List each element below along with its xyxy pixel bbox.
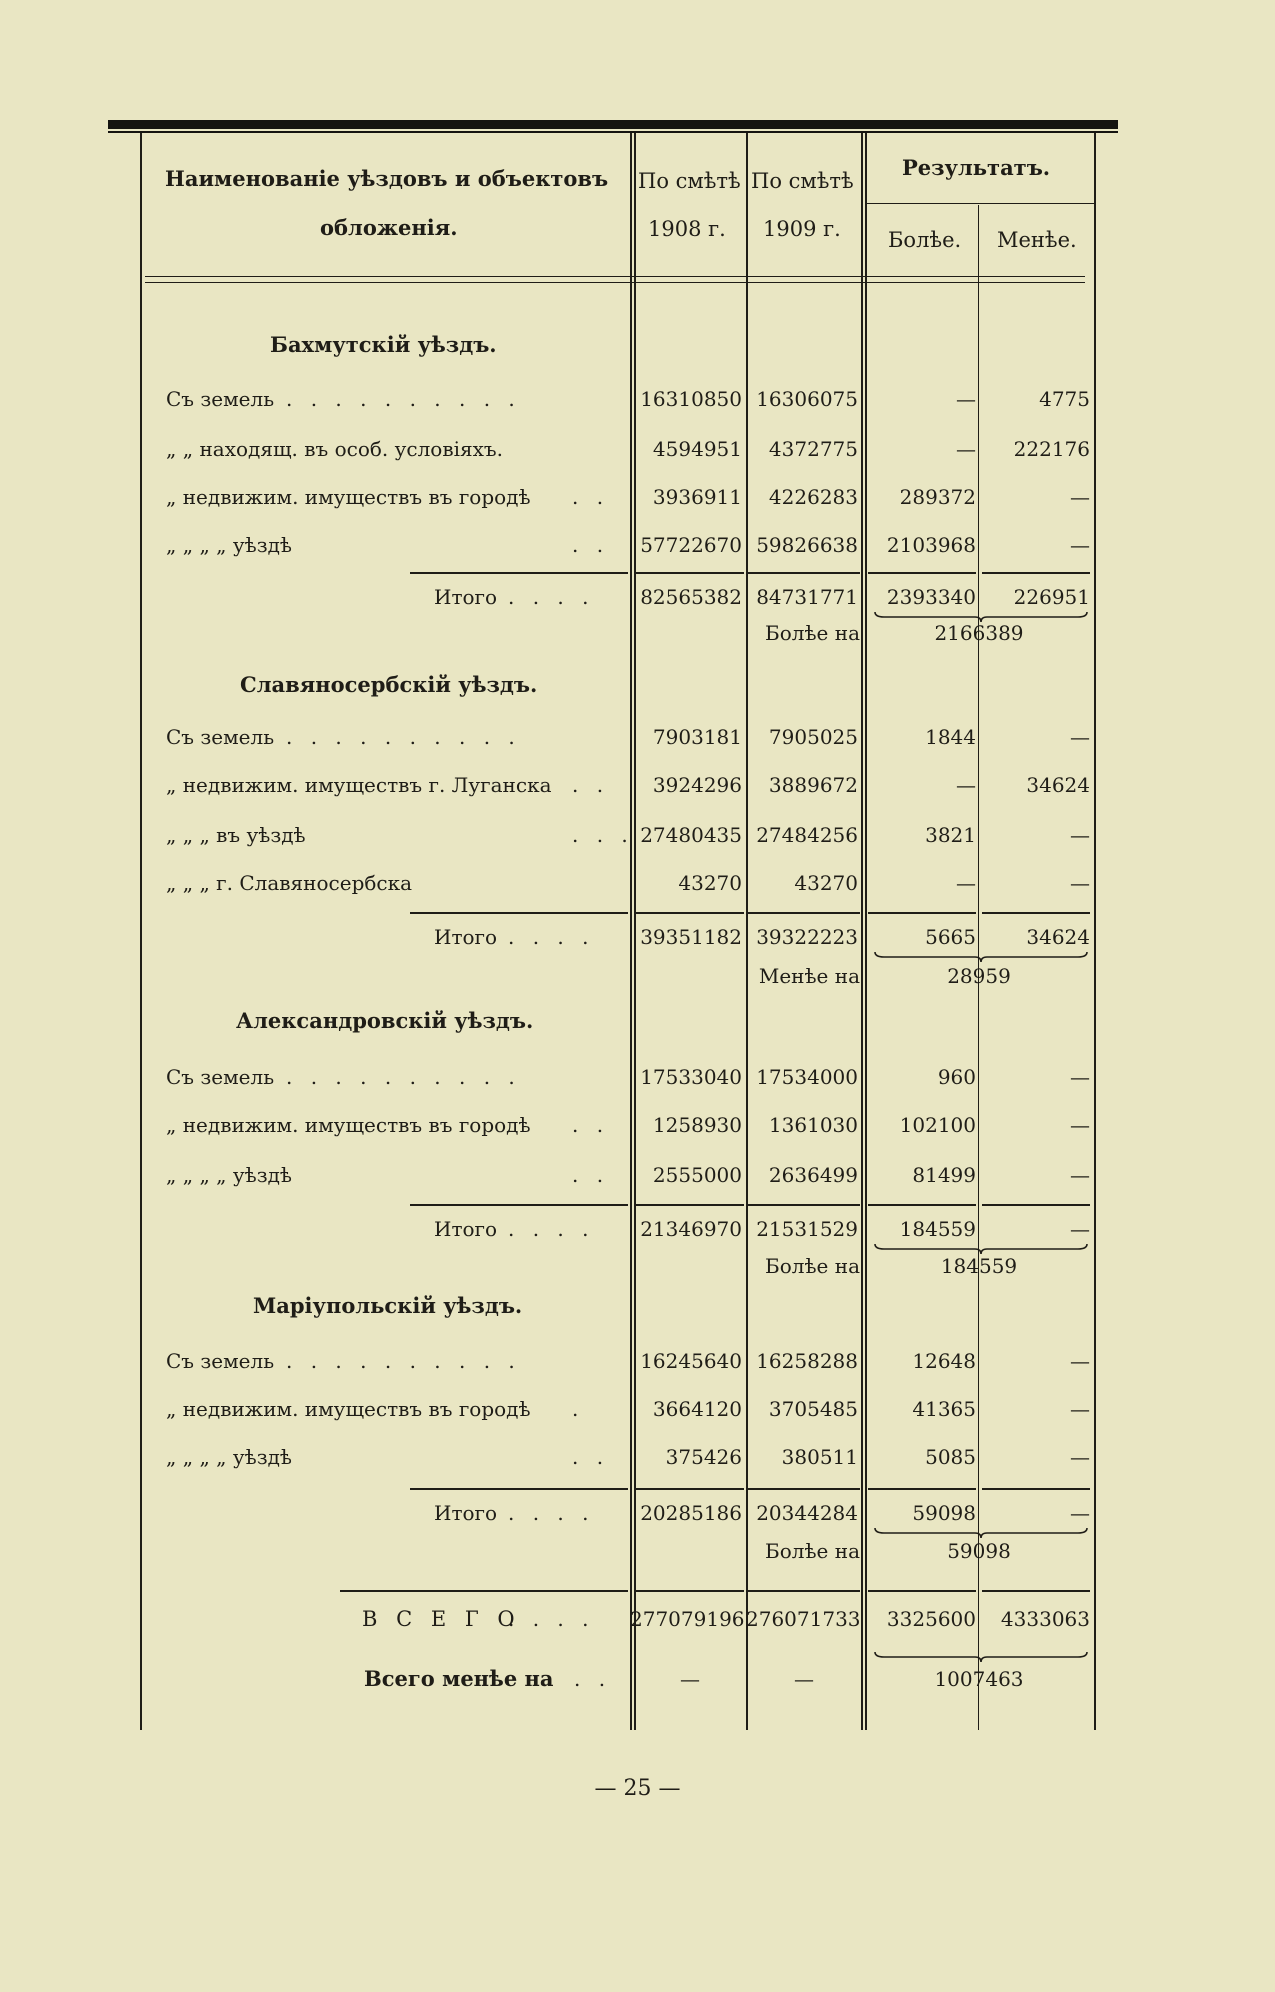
result-brace bbox=[874, 951, 1088, 963]
total-rule-1909 bbox=[748, 912, 860, 914]
grand-rule-more bbox=[868, 1590, 976, 1592]
row-dots: . . bbox=[572, 485, 610, 509]
value-1908: 3936911 bbox=[652, 485, 742, 509]
grand-rule-name bbox=[340, 1590, 628, 1592]
total-rule-1909 bbox=[748, 1204, 860, 1206]
difference-label: Менѣе на bbox=[758, 964, 860, 988]
row-dots: . . bbox=[572, 1163, 610, 1187]
header-less: Менѣе. bbox=[997, 228, 1077, 252]
total-rule-less bbox=[982, 572, 1090, 574]
grand-total-more: 3325600 bbox=[886, 1607, 976, 1631]
total-rule-more bbox=[868, 572, 976, 574]
grand-diff-dots: . . bbox=[574, 1667, 612, 1691]
difference-label: Болѣе на bbox=[765, 621, 860, 645]
value-less: — bbox=[1070, 871, 1090, 895]
row-label: Съ земель bbox=[166, 1349, 275, 1373]
grand-diff-value: 1007463 bbox=[934, 1667, 1024, 1691]
total-1908: 39351182 bbox=[640, 925, 742, 949]
total-more: 184559 bbox=[899, 1217, 976, 1241]
grand-rule-1908 bbox=[636, 1590, 744, 1592]
value-1908: 17533040 bbox=[640, 1065, 742, 1089]
value-1909: 16306075 bbox=[756, 387, 858, 411]
total-rule-less bbox=[982, 1204, 1090, 1206]
row-label: Съ земель bbox=[166, 1065, 275, 1089]
difference-label: Болѣе на bbox=[765, 1539, 860, 1563]
value-more: 102100 bbox=[899, 1113, 976, 1137]
value-more: — bbox=[956, 871, 976, 895]
header-1909-line2: 1909 г. bbox=[763, 217, 841, 241]
value-1908: 7903181 bbox=[652, 725, 742, 749]
total-more: 5665 bbox=[925, 925, 976, 949]
value-less: — bbox=[1070, 1445, 1090, 1469]
top-rule-thin bbox=[108, 131, 1118, 133]
total-1909: 21531529 bbox=[756, 1217, 858, 1241]
grand-diff-label: Всего менѣе на bbox=[364, 1666, 554, 1691]
total-rule-less bbox=[982, 912, 1090, 914]
value-more: — bbox=[956, 387, 976, 411]
value-more: 2103968 bbox=[886, 533, 976, 557]
value-1909: 16258288 bbox=[756, 1349, 858, 1373]
total-1909: 39322223 bbox=[756, 925, 858, 949]
total-rule-more bbox=[868, 1488, 976, 1490]
value-1908: 2555000 bbox=[652, 1163, 742, 1187]
header-result: Результатъ. bbox=[902, 155, 1051, 180]
section-title: Александровскій уѣздъ. bbox=[236, 1008, 534, 1033]
row-label: „ недвижим. имуществъ въ городѣ bbox=[166, 1397, 531, 1421]
row-label: „ недвижим. имуществъ въ городѣ bbox=[166, 485, 531, 509]
value-more: 289372 bbox=[899, 485, 976, 509]
value-1908: 375426 bbox=[665, 1445, 742, 1469]
value-less: — bbox=[1070, 1163, 1090, 1187]
value-more: — bbox=[956, 437, 976, 461]
value-1908: 16310850 bbox=[640, 387, 742, 411]
row-label: „ „ „ „ уѣздѣ bbox=[166, 1445, 292, 1469]
row-dots: . bbox=[572, 1397, 585, 1421]
row-label: „ „ „ „ уѣздѣ bbox=[166, 533, 292, 557]
value-1909: 3889672 bbox=[768, 773, 858, 797]
row-dots: . . . . . . . . . . bbox=[286, 387, 521, 411]
value-1909: 43270 bbox=[794, 871, 858, 895]
grand-diff-1908: — bbox=[680, 1667, 700, 1691]
value-1909: 7905025 bbox=[768, 725, 858, 749]
section-title: Славяносербскій уѣздъ. bbox=[240, 672, 538, 697]
row-dots: . . . . . . . . . . bbox=[286, 1349, 521, 1373]
value-more: 960 bbox=[937, 1065, 976, 1089]
header-rule-1 bbox=[145, 276, 1085, 277]
difference-value: 184559 bbox=[940, 1254, 1018, 1278]
total-more: 2393340 bbox=[886, 585, 976, 609]
header-1908-line1: По смѣтѣ bbox=[638, 169, 741, 193]
row-dots: . . bbox=[572, 1113, 610, 1137]
total-1908: 20285186 bbox=[640, 1501, 742, 1525]
row-label: „ „ „ „ уѣздѣ bbox=[166, 1163, 292, 1187]
row-label: Съ земель bbox=[166, 387, 275, 411]
rule-right bbox=[1094, 133, 1096, 1730]
rule-after-1909 bbox=[861, 133, 863, 1730]
row-dots: . . bbox=[572, 773, 610, 797]
value-more: 41365 bbox=[912, 1397, 976, 1421]
total-rule-more bbox=[868, 1204, 976, 1206]
row-dots: . . . . . . . . . . bbox=[286, 1065, 521, 1089]
total-dots: . . . . bbox=[508, 1501, 595, 1525]
total-1908: 21346970 bbox=[640, 1217, 742, 1241]
row-label: „ недвижим. имуществъ г. Луганска bbox=[166, 773, 552, 797]
value-less: — bbox=[1070, 1349, 1090, 1373]
total-rule-1908 bbox=[636, 912, 744, 914]
total-rule-1909 bbox=[748, 1488, 860, 1490]
value-more: 1844 bbox=[925, 725, 976, 749]
difference-value: 2166389 bbox=[934, 621, 1024, 645]
value-less: 34624 bbox=[1026, 773, 1090, 797]
row-label: „ недвижим. имуществъ въ городѣ bbox=[166, 1113, 531, 1137]
value-1908: 43270 bbox=[678, 871, 742, 895]
header-name-line2: обложенія. bbox=[320, 215, 458, 240]
value-1909: 1361030 bbox=[768, 1113, 858, 1137]
value-1908: 1258930 bbox=[652, 1113, 742, 1137]
rule-left bbox=[140, 133, 142, 1730]
total-rule-more bbox=[868, 912, 976, 914]
value-less: — bbox=[1070, 533, 1090, 557]
total-rule-1909 bbox=[748, 572, 860, 574]
total-rule-1908 bbox=[636, 572, 744, 574]
value-less: — bbox=[1070, 1397, 1090, 1421]
grand-total-less: 4333063 bbox=[1000, 1607, 1090, 1631]
value-1909: 380511 bbox=[781, 1445, 858, 1469]
value-1909: 4372775 bbox=[768, 437, 858, 461]
total-1909: 84731771 bbox=[756, 585, 858, 609]
value-more: 3821 bbox=[925, 823, 976, 847]
value-1909: 27484256 bbox=[756, 823, 858, 847]
grand-total-1908: 277079196 bbox=[630, 1607, 745, 1631]
section-title: Маріупольскій уѣздъ. bbox=[253, 1293, 523, 1318]
value-less: 222176 bbox=[1013, 437, 1090, 461]
row-dots: . . . bbox=[572, 823, 634, 847]
total-rule-name bbox=[410, 572, 628, 574]
total-label: Итого bbox=[434, 1217, 498, 1241]
total-rule-1908 bbox=[636, 1488, 744, 1490]
grand-total-label: В С Е Г О bbox=[362, 1607, 521, 1631]
grand-total-dots: . . . . bbox=[508, 1607, 595, 1631]
total-dots: . . . . bbox=[508, 1217, 595, 1241]
total-less: 34624 bbox=[1026, 925, 1090, 949]
value-1908: 3664120 bbox=[652, 1397, 742, 1421]
value-less: — bbox=[1070, 1065, 1090, 1089]
value-1909: 4226283 bbox=[768, 485, 858, 509]
page-number: — 25 — bbox=[594, 1776, 681, 1801]
row-dots: . . bbox=[572, 533, 610, 557]
total-1908: 82565382 bbox=[640, 585, 742, 609]
top-rule bbox=[108, 120, 1118, 129]
row-label: „ „ „ г. Славяносербска bbox=[166, 871, 413, 895]
row-dots: . . . . . . . . . . bbox=[286, 725, 521, 749]
total-dots: . . . . bbox=[508, 925, 595, 949]
value-1908: 3924296 bbox=[652, 773, 742, 797]
difference-value: 59098 bbox=[947, 1539, 1011, 1563]
total-more: 59098 bbox=[912, 1501, 976, 1525]
value-1908: 4594951 bbox=[652, 437, 742, 461]
grand-total-1909: 276071733 bbox=[746, 1607, 861, 1631]
total-rule-less bbox=[982, 1488, 1090, 1490]
header-more: Болѣе. bbox=[888, 228, 962, 252]
value-less: 4775 bbox=[1039, 387, 1090, 411]
total-less: 226951 bbox=[1013, 585, 1090, 609]
header-name-line1: Наименованіе уѣздовъ и объектовъ bbox=[165, 166, 609, 191]
grand-rule-1909 bbox=[748, 1590, 860, 1592]
value-less: — bbox=[1070, 485, 1090, 509]
grand-diff-1909: — bbox=[794, 1667, 814, 1691]
grand-brace bbox=[874, 1651, 1088, 1663]
total-1909: 20344284 bbox=[756, 1501, 858, 1525]
total-less: — bbox=[1070, 1217, 1090, 1241]
value-1908: 57722670 bbox=[640, 533, 742, 557]
value-1908: 16245640 bbox=[640, 1349, 742, 1373]
total-rule-name bbox=[410, 912, 628, 914]
header-result-rule bbox=[867, 203, 1094, 204]
total-rule-1908 bbox=[636, 1204, 744, 1206]
total-less: — bbox=[1070, 1501, 1090, 1525]
total-rule-name bbox=[410, 1204, 628, 1206]
total-label: Итого bbox=[434, 1501, 498, 1525]
value-1909: 2636499 bbox=[768, 1163, 858, 1187]
total-label: Итого bbox=[434, 585, 498, 609]
value-less: — bbox=[1070, 725, 1090, 749]
row-dots: . . bbox=[572, 1445, 610, 1469]
grand-rule-less bbox=[982, 1590, 1090, 1592]
section-title: Бахмутскій уѣздъ. bbox=[270, 332, 497, 357]
header-1909-line1: По смѣтѣ bbox=[751, 169, 854, 193]
total-dots: . . . . bbox=[508, 585, 595, 609]
difference-label: Болѣе на bbox=[765, 1254, 860, 1278]
value-more: — bbox=[956, 773, 976, 797]
value-1909: 59826638 bbox=[756, 533, 858, 557]
row-label: Съ земель bbox=[166, 725, 275, 749]
value-1909: 17534000 bbox=[756, 1065, 858, 1089]
value-more: 81499 bbox=[912, 1163, 976, 1187]
row-label: „ „ находящ. въ особ. условіяхъ. bbox=[166, 437, 503, 461]
value-more: 5085 bbox=[925, 1445, 976, 1469]
value-1909: 3705485 bbox=[768, 1397, 858, 1421]
value-1908: 27480435 bbox=[640, 823, 742, 847]
header-1908-line2: 1908 г. bbox=[648, 217, 726, 241]
row-label: „ „ „ въ уѣздѣ bbox=[166, 823, 306, 847]
total-label: Итого bbox=[434, 925, 498, 949]
value-less: — bbox=[1070, 823, 1090, 847]
header-rule-2 bbox=[145, 282, 1085, 283]
value-less: — bbox=[1070, 1113, 1090, 1137]
total-rule-name bbox=[410, 1488, 628, 1490]
value-more: 12648 bbox=[912, 1349, 976, 1373]
difference-value: 28959 bbox=[947, 964, 1011, 988]
